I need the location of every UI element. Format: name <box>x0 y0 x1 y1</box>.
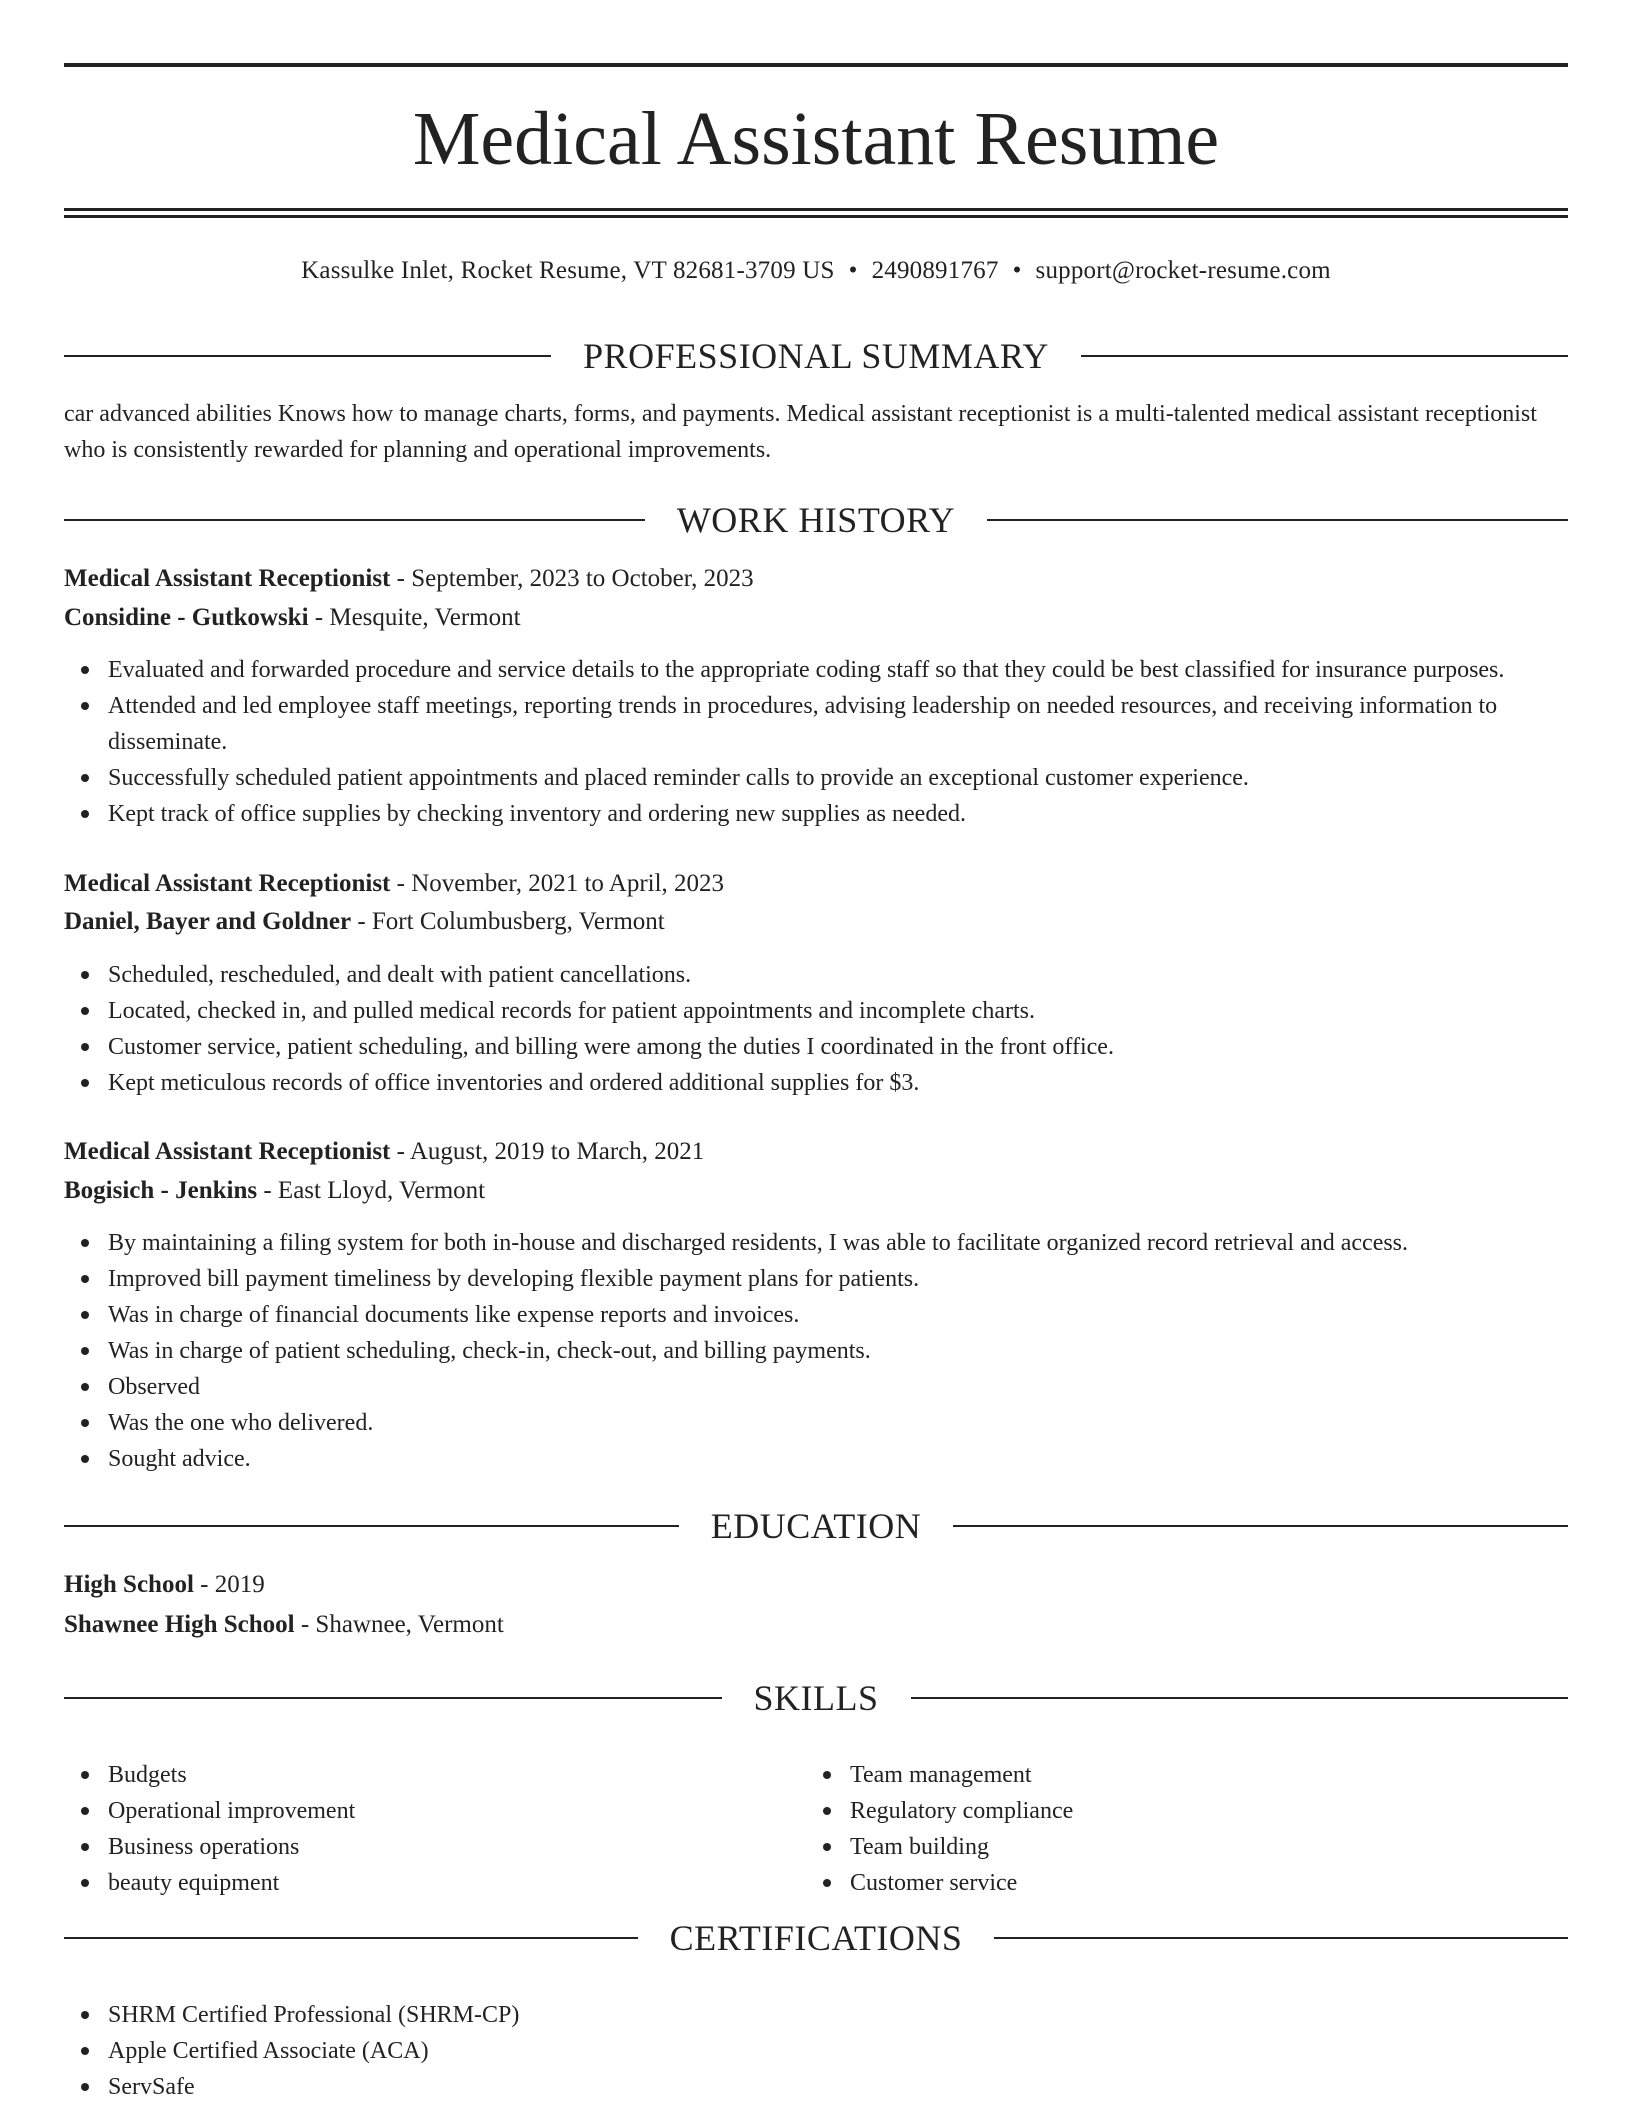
contact-phone: 2490891767 <box>871 257 999 284</box>
education-school: Shawnee High School <box>64 1611 295 1638</box>
education-location: - Shawnee, Vermont <box>294 1611 504 1638</box>
job-company: Considine - Gutkowski <box>64 604 309 631</box>
skill-item: Team management <box>806 1757 1506 1793</box>
contact-email[interactable]: support@rocket-resume.com <box>1035 257 1331 284</box>
heading-rule-left <box>64 1525 679 1527</box>
list-item: Scheduled, rescheduled, and dealt with patient cancellations. <box>64 957 1568 993</box>
list-item: Customer service, patient scheduling, and billing were among the duties I coordinated in the front office. <box>64 1029 1568 1065</box>
job-company-line <box>64 904 1568 940</box>
list-item: Evaluated and forwarded procedure and service details to the appropriate coding staff so that they could be best classified for insurance purposes. <box>64 652 1568 688</box>
job-company: Bogisich - Jenkins <box>64 1177 258 1204</box>
job-title: Medical Assistant Receptionist <box>64 565 391 592</box>
heading-rule-left <box>64 1937 638 1939</box>
section-title: CERTIFICATIONS <box>669 1918 963 1958</box>
heading-rule-right <box>1081 355 1568 357</box>
education-degree: High School <box>64 1571 194 1598</box>
job-dates: - August, 2019 to March, 2021 <box>390 1138 705 1165</box>
job-location: - East Lloyd, Vermont <box>257 1177 486 1204</box>
certification-item: ServSafe <box>64 2069 1568 2105</box>
certifications-list <box>64 1997 1568 2105</box>
heading-rule-right <box>987 519 1568 521</box>
job-bullets <box>64 957 1568 1101</box>
list-item: Observed <box>64 1369 1568 1405</box>
list-item: Sought advice. <box>64 1441 1568 1477</box>
contact-separator: • <box>848 257 858 284</box>
job-title: Medical Assistant Receptionist <box>64 870 391 897</box>
job-bullets <box>64 652 1568 832</box>
certification-item: SHRM Certified Professional (SHRM-CP) <box>64 1997 1568 2033</box>
resume-title: Medical Assistant Resume <box>412 97 1220 181</box>
list-item: Improved bill payment timeliness by developing flexible payment plans for patients. <box>64 1261 1568 1297</box>
heading-rule-left <box>64 519 645 521</box>
section-title: PROFESSIONAL SUMMARY <box>583 336 1049 376</box>
list-item: Was in charge of patient scheduling, check-in, check-out, and billing payments. <box>64 1333 1568 1369</box>
skills-list-right <box>806 1757 1506 1901</box>
skill-item: Business operations <box>64 1829 764 1865</box>
summary-text: car advanced abilities Knows how to manage charts, forms, and payments. Medical assistant receptionist is a multi-talented medical assistant receptionist who is consistently rewarded for planning and operational improvements. <box>64 401 1537 463</box>
job-title-line <box>64 561 1568 597</box>
job-title: Medical Assistant Receptionist <box>64 1138 391 1165</box>
skill-item: Regulatory compliance <box>806 1793 1506 1829</box>
skill-item: beauty equipment <box>64 1865 764 1901</box>
list-item: Was in charge of financial documents like expense reports and invoices. <box>64 1297 1568 1333</box>
list-item: Kept track of office supplies by checking inventory and ordering new supplies as needed. <box>64 796 1568 832</box>
section-heading-work-history <box>64 498 1568 542</box>
skill-item: Operational improvement <box>64 1793 764 1829</box>
heading-rule-left <box>64 1697 722 1699</box>
contact-address: Kassulke Inlet, Rocket Resume, VT 82681-3709 US <box>301 257 835 284</box>
job-bullets <box>64 1225 1568 1477</box>
job-title-line <box>64 1134 1568 1170</box>
skill-item: Budgets <box>64 1757 764 1793</box>
education-school-line <box>64 1607 1568 1643</box>
job-company: Daniel, Bayer and Goldner <box>64 908 352 935</box>
list-item: Kept meticulous records of office inventories and ordered additional supplies for $3. <box>64 1065 1568 1101</box>
skills-list-left <box>64 1757 764 1901</box>
list-item: Located, checked in, and pulled medical records for patient appointments and incomplete charts. <box>64 993 1568 1029</box>
section-heading-certifications <box>64 1916 1568 1960</box>
list-item: Successfully scheduled patient appointments and placed reminder calls to provide an exceptional customer experience. <box>64 760 1568 796</box>
education-degree-line <box>64 1567 1568 1603</box>
job-location: - Fort Columbusberg, Vermont <box>351 908 665 935</box>
section-title: WORK HISTORY <box>676 500 956 540</box>
contact-separator: • <box>1012 257 1022 284</box>
title-double-rule <box>64 208 1568 218</box>
education-year: - 2019 <box>193 1571 265 1598</box>
job-company-line <box>64 1173 1568 1209</box>
job-title-line <box>64 866 1568 902</box>
skill-item: Customer service <box>806 1865 1506 1901</box>
list-item: Was the one who delivered. <box>64 1405 1568 1441</box>
job-company-line <box>64 600 1568 636</box>
job-dates: - November, 2021 to April, 2023 <box>390 870 725 897</box>
top-rule <box>64 63 1568 67</box>
job-location: - Mesquite, Vermont <box>308 604 521 631</box>
certification-item: Apple Certified Associate (ACA) <box>64 2033 1568 2069</box>
heading-rule-left <box>64 355 551 357</box>
contact-line <box>64 255 1568 287</box>
section-heading-summary <box>64 334 1568 378</box>
section-heading-education <box>64 1504 1568 1548</box>
section-title: SKILLS <box>753 1678 879 1718</box>
list-item: By maintaining a filing system for both in-house and discharged residents, I was able to facilitate organized record retrieval and access. <box>64 1225 1568 1261</box>
heading-rule-right <box>911 1697 1569 1699</box>
section-heading-skills <box>64 1676 1568 1720</box>
heading-rule-right <box>953 1525 1568 1527</box>
job-dates: - September, 2023 to October, 2023 <box>390 565 754 592</box>
list-item: Attended and led employee staff meetings, reporting trends in procedures, advising leadership on needed resources, and receiving information to disseminate. <box>64 688 1568 760</box>
skill-item: Team building <box>806 1829 1506 1865</box>
section-title: EDUCATION <box>710 1506 922 1546</box>
heading-rule-right <box>994 1937 1568 1939</box>
